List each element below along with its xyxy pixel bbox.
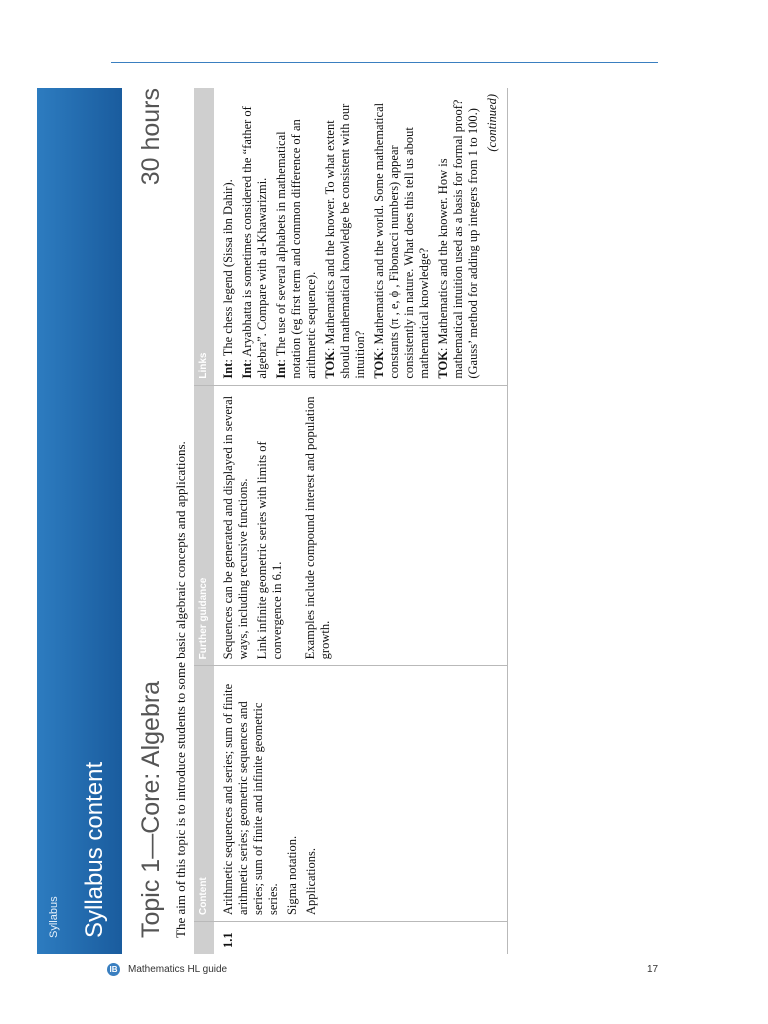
section-banner bbox=[37, 88, 122, 954]
table-header-row bbox=[194, 88, 214, 954]
guidance-item: Sequences can be generated and displayed in several ways, including recursive functions. bbox=[221, 395, 250, 660]
link-text: : Aryabhatta is sometimes considered the “father of algebra”. Compare with al-Khawarizmi. bbox=[240, 106, 269, 379]
link-item bbox=[221, 94, 236, 379]
table-row bbox=[214, 88, 508, 954]
page-number: 17 bbox=[647, 964, 659, 975]
header-num bbox=[194, 922, 214, 954]
link-item bbox=[274, 94, 319, 379]
link-item bbox=[372, 94, 432, 379]
link-item bbox=[323, 94, 368, 379]
rotated-page bbox=[37, 88, 658, 954]
footer-guide-title: Mathematics HL guide bbox=[128, 964, 228, 975]
header-guidance: Further guidance bbox=[194, 385, 214, 666]
link-label: Int bbox=[221, 362, 235, 379]
link-label: TOK bbox=[323, 351, 337, 379]
link-text: : The use of several alphabets in mathematical notation (eg first term and common difference of an arithmetic sequence). bbox=[274, 119, 318, 379]
top-rule bbox=[111, 62, 658, 63]
link-text: : Mathematics and the knower. To what extent should mathematical knowledge be consistent with our intuition? bbox=[323, 103, 367, 379]
guidance-item: Link infinite geometric series with limits of convergence in 6.1. bbox=[255, 441, 284, 660]
link-label: Int bbox=[240, 362, 254, 379]
link-label: TOK bbox=[436, 351, 450, 379]
header-content: Content bbox=[194, 666, 214, 922]
ib-logo-icon: IB bbox=[107, 963, 120, 976]
topic-hours: 30 hours bbox=[137, 88, 165, 186]
section-label: Syllabus bbox=[48, 896, 60, 938]
content-item: Arithmetic sequences and series; sum of finite arithmetic series; geometric sequences and series; sum of finite and infinite geometric series. bbox=[221, 683, 280, 916]
content-item: Sigma notation. bbox=[285, 835, 299, 916]
link-item bbox=[240, 94, 270, 379]
guidance-cell bbox=[214, 385, 508, 666]
topic-heading: Topic 1—Core: Algebra bbox=[137, 680, 165, 938]
header-links: Links bbox=[194, 88, 214, 385]
syllabus-table bbox=[194, 88, 508, 954]
topic-aim: The aim of this topic is to introduce students to some basic algebraic concepts and applications. bbox=[173, 441, 188, 938]
guidance-item: Examples include compound interest and population growth. bbox=[303, 396, 332, 660]
link-text: : The chess legend (Sissa ibn Dahir). bbox=[221, 179, 235, 363]
row-number: 1.1 bbox=[214, 922, 508, 954]
content-cell bbox=[214, 666, 508, 922]
link-text: : Mathematics and the world. Some mathematical constants (π , e, ϕ , Fibonacci numbers) appear consistently in nature. What does this tell us about mathematical knowledge? bbox=[372, 102, 431, 379]
content-item: Applications. bbox=[304, 848, 318, 916]
link-item bbox=[436, 94, 481, 379]
banner-title: Syllabus content bbox=[81, 761, 108, 938]
link-label: Int bbox=[274, 362, 288, 379]
continued-note: (continued) bbox=[485, 94, 499, 152]
link-text: : Mathematics and the knower. How is mathematical intuition used as a basis for formal proof? (Gauss’ method for adding up integers from 1 to 100.) bbox=[436, 99, 480, 379]
links-cell bbox=[214, 88, 508, 385]
link-label: TOK bbox=[372, 351, 386, 379]
